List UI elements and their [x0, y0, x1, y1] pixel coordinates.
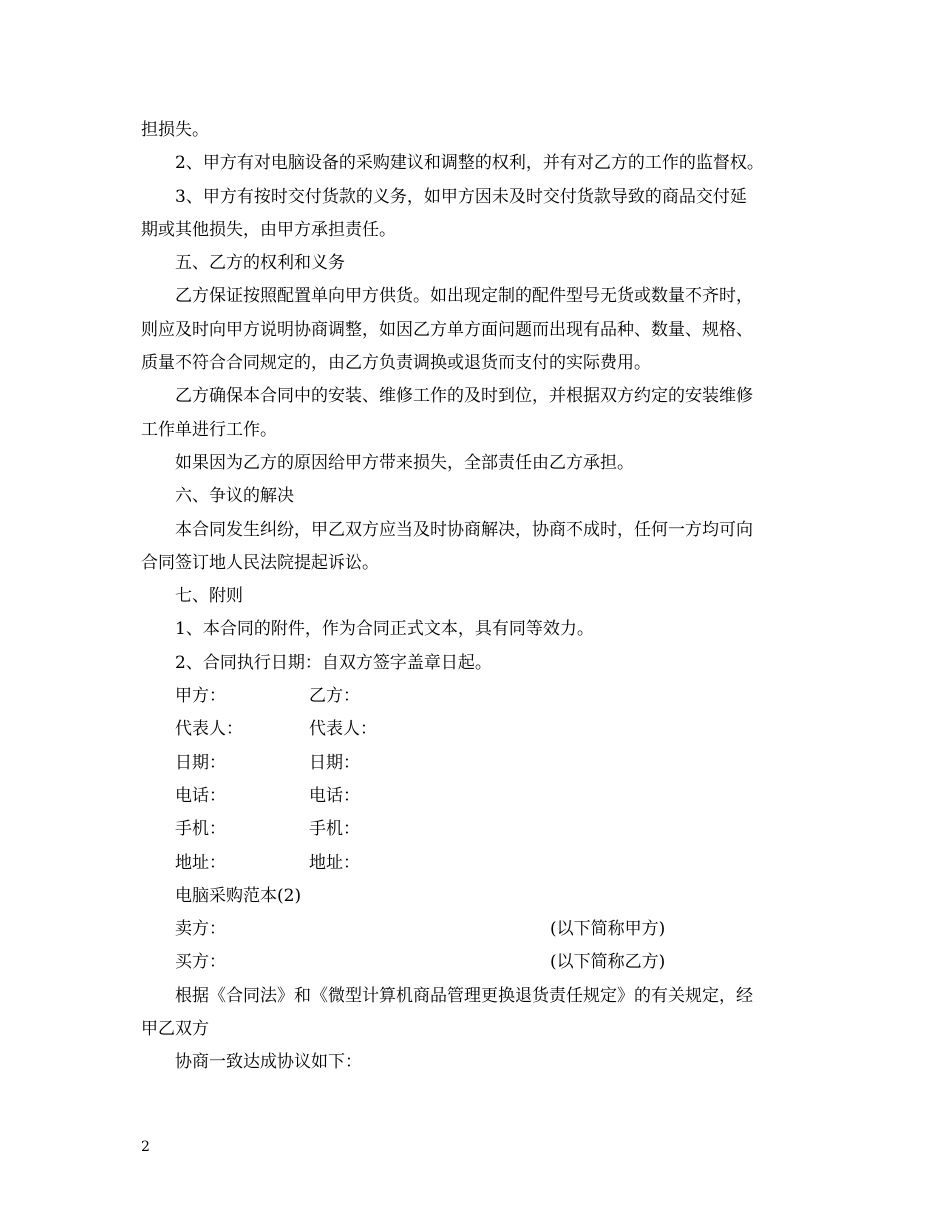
signature-label-party-b: 电话： [309, 785, 360, 806]
paragraph: 1、本合同的附件，作为合同正式文本，具有同等效力。 [175, 619, 594, 640]
signature-label-party-a: 日期： [175, 752, 226, 773]
signature-label-party-a: 地址： [175, 852, 226, 873]
paragraph: 2、合同执行日期：自双方签字盖章日起。 [175, 652, 492, 673]
paragraph: 根据《合同法》和《微型计算机商品管理更换退货责任规定》的有关规定，经 [175, 985, 753, 1006]
paragraph: 乙方确保本合同中的安装、维修工作的及时到位，并根据双方约定的安装维修 [175, 386, 753, 407]
section-heading: 七、附则 [175, 586, 243, 607]
signature-label-party-a: 电话： [175, 785, 226, 806]
signature-row [141, 813, 821, 846]
section-title: 电脑采购范本(2) [175, 885, 302, 906]
paragraph: 如果因为乙方的原因给甲方带来损失，全部责任由乙方承担。 [175, 452, 634, 473]
signature-label-party-b: 日期： [309, 752, 360, 773]
section-heading: 六、争议的解决 [175, 486, 294, 507]
signature-label-party-a: 甲方： [175, 686, 226, 707]
signature-row [141, 847, 821, 880]
paragraph: 3、甲方有按时交付货款的义务，如甲方因未及时交付货款导致的商品交付延 [175, 186, 747, 207]
signature-label-party-b: 乙方： [309, 686, 360, 707]
party-label: 卖方： [175, 919, 226, 940]
paragraph: 2、甲方有对电脑设备的采购建议和调整的权利，并有对乙方的工作的监督权。 [175, 153, 764, 174]
paragraph: 本合同发生纠纷，甲乙双方应当及时协商解决，协商不成时，任何一方均可向 [175, 519, 753, 540]
paragraph: 乙方保证按照配置单向甲方供货。如出现定制的配件型号无货或数量不齐时， [175, 286, 753, 307]
document-body [141, 114, 821, 1080]
signature-row [141, 713, 821, 746]
signature-row [141, 680, 821, 713]
section-heading: 五、乙方的权利和义务 [175, 253, 345, 274]
signature-label-party-b: 手机： [309, 819, 360, 840]
paragraph: 合同签订地人民法院提起诉讼。 [141, 552, 379, 573]
paragraph: 质量不符合合同规定的，由乙方负责调换或退货而支付的实际费用。 [141, 353, 651, 374]
signature-label-party-b: 地址： [309, 852, 360, 873]
paragraph: 协商一致达成协议如下： [175, 1052, 362, 1073]
party-alias: (以下简称甲方) [550, 919, 666, 940]
party-label: 买方： [175, 952, 226, 973]
party-row [141, 913, 821, 946]
paragraph: 工作单进行工作。 [141, 419, 277, 440]
paragraph: 则应及时向甲方说明协商调整，如因乙方单方面问题而出现有品种、数量、规格、 [141, 319, 753, 340]
signature-label-party-a: 代表人： [175, 719, 243, 740]
paragraph: 期或其他损失，由甲方承担责任。 [141, 219, 396, 240]
paragraph: 甲乙双方 [141, 1019, 209, 1040]
signature-label-party-b: 代表人： [309, 719, 377, 740]
party-alias: (以下简称乙方) [550, 952, 666, 973]
paragraph: 担损失。 [141, 120, 209, 140]
party-row [141, 946, 821, 979]
signature-row [141, 747, 821, 780]
signature-label-party-a: 手机： [175, 819, 226, 840]
page-number: 2 [141, 1139, 150, 1155]
signature-row [141, 780, 821, 813]
